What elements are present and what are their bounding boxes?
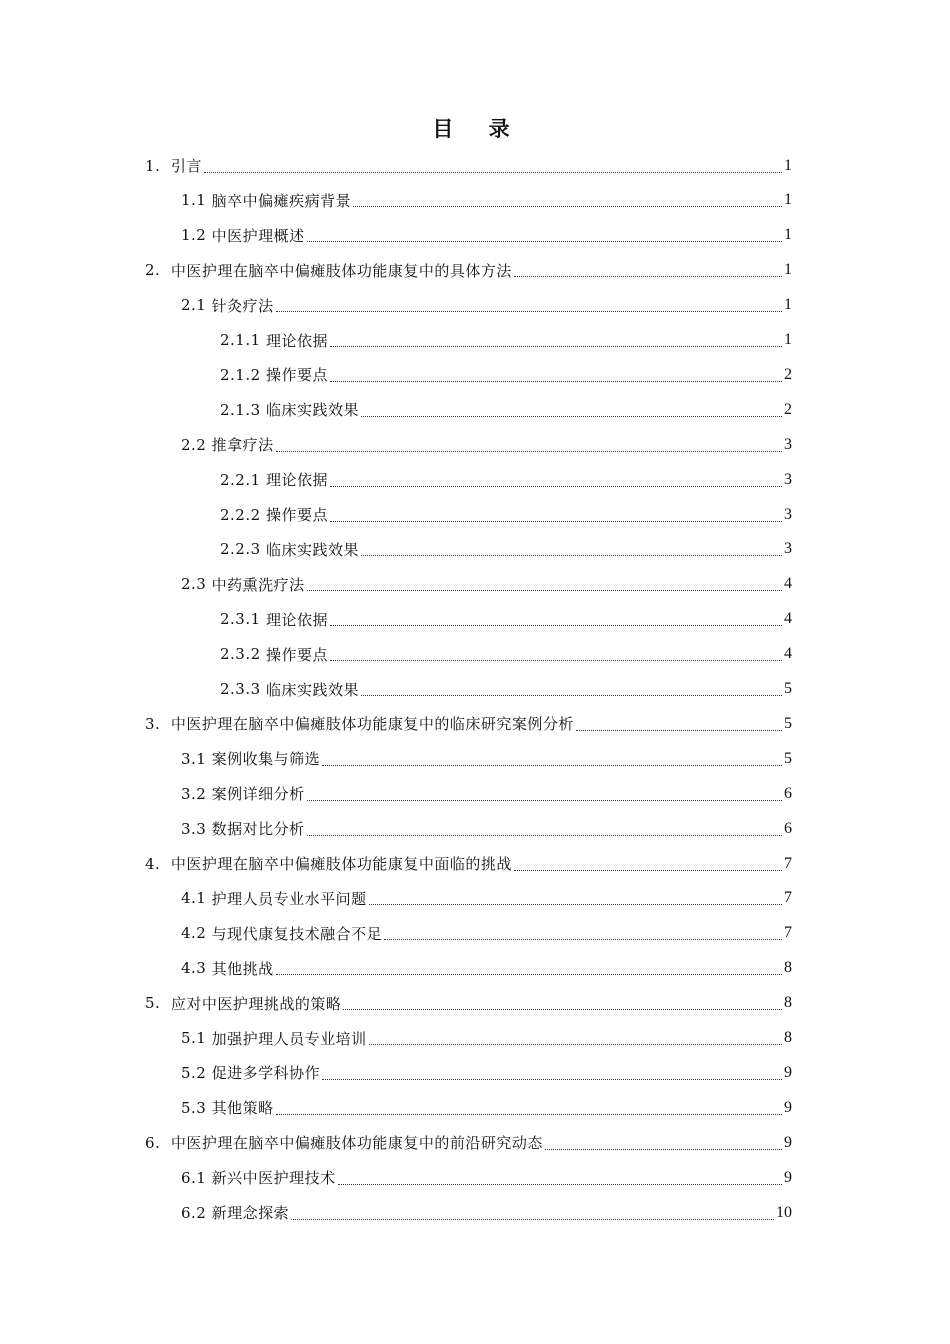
toc-dot-leader (291, 1218, 774, 1220)
toc-entry-label: 促进多学科协作 (211, 1064, 321, 1083)
toc-entry-number: 2.2.3 (220, 540, 266, 559)
toc-entry-label: 操作要点 (265, 366, 328, 385)
toc-entry-number: 1. (145, 156, 171, 175)
toc-entry[interactable] (145, 846, 792, 881)
toc-entry[interactable] (181, 951, 792, 986)
toc-entry[interactable] (181, 741, 792, 776)
toc-entry[interactable] (145, 986, 792, 1021)
toc-entry-number: 3. (145, 714, 171, 733)
toc-entry-label: 中医护理在脑卒中偏瘫肢体功能康复中的临床研究案例分析 (170, 715, 574, 734)
toc-entry-number: 2. (145, 261, 171, 280)
toc-entry-label: 新理念探索 (211, 1204, 290, 1222)
toc-entry-page-number: 1 (784, 226, 792, 244)
toc-entry-label: 案例收集与筛选 (211, 750, 321, 769)
toc-dot-leader (330, 380, 782, 382)
toc-entry[interactable] (181, 567, 792, 602)
toc-dot-leader (514, 275, 782, 277)
toc-entry-page-number: 1 (784, 156, 792, 174)
toc-entry[interactable] (181, 916, 792, 951)
toc-dot-leader (576, 729, 782, 731)
toc-entry-page-number: 8 (784, 1029, 792, 1046)
toc-entry-number: 2.1.3 (220, 400, 266, 419)
toc-entry[interactable] (220, 462, 792, 497)
toc-entry-page-number: 9 (784, 1098, 792, 1116)
toc-dot-leader (322, 1078, 782, 1080)
toc-entry-label: 操作要点 (265, 506, 328, 524)
toc-entry-page-number: 9 (784, 1063, 792, 1081)
toc-dot-leader (276, 450, 782, 452)
toc-entry-number: 4.2 (181, 924, 212, 943)
toc-entry[interactable] (220, 392, 792, 427)
toc-entry-label: 中医护理在脑卒中偏瘫肢体功能康复中的前沿研究动态 (170, 1134, 543, 1153)
toc-entry-page-number: 3 (784, 435, 792, 453)
toc-entry-label: 与现代康复技术融合不足 (211, 924, 383, 943)
toc-entry[interactable] (220, 323, 792, 358)
toc-dot-leader (361, 415, 782, 417)
toc-dot-leader (276, 973, 782, 975)
toc-entry-number: 2.1.1 (220, 331, 266, 349)
toc-entry[interactable] (181, 1195, 792, 1230)
toc-entry-page-number: 6 (784, 819, 792, 837)
toc-dot-leader (330, 345, 782, 347)
toc-entry[interactable] (220, 357, 792, 392)
toc-entry-label: 数据对比分析 (211, 820, 305, 839)
toc-entry-page-number: 4 (784, 645, 792, 663)
toc-entry-label: 临床实践效果 (265, 540, 359, 559)
toc-entry-number: 2.3.2 (220, 645, 266, 664)
toc-entry-label: 理论依据 (265, 610, 328, 629)
toc-dot-leader (369, 1043, 782, 1045)
toc-dot-leader (545, 1148, 782, 1150)
toc-entry[interactable] (145, 148, 792, 183)
toc-entry-page-number: 7 (784, 854, 792, 872)
toc-entry-page-number: 4 (784, 575, 792, 593)
toc-entry-page-number: 9 (784, 1133, 792, 1151)
toc-dot-leader (361, 694, 782, 696)
toc-entry-label: 推拿疗法 (211, 436, 274, 455)
toc-entry[interactable] (181, 776, 792, 811)
toc-entry-page-number: 2 (784, 400, 792, 418)
toc-dot-leader (384, 938, 782, 940)
toc-entry[interactable] (181, 183, 792, 218)
toc-entry-page-number: 3 (784, 540, 792, 558)
toc-entry-label: 针灸疗法 (211, 296, 274, 315)
toc-entry-page-number: 3 (784, 505, 792, 523)
toc-entry-number: 3.3 (181, 819, 212, 838)
toc-entry-label: 中医护理概述 (211, 226, 305, 245)
toc-entry-page-number: 8 (784, 959, 792, 977)
toc-entry-page-number: 1 (784, 331, 792, 348)
toc-entry-label: 中医护理在脑卒中偏瘫肢体功能康复中的具体方法 (170, 261, 512, 280)
toc-entry-label: 案例详细分析 (211, 785, 305, 804)
toc-entry-page-number: 1 (784, 296, 792, 314)
toc-dot-leader (330, 659, 782, 661)
toc-entry-number: 4.3 (181, 959, 212, 978)
toc-entry-number: 2.3.3 (220, 680, 266, 698)
toc-entry-number: 5.2 (181, 1063, 212, 1082)
toc-entry-number: 4. (145, 854, 171, 873)
toc-entry-label: 临床实践效果 (265, 401, 359, 420)
toc-entry[interactable] (145, 253, 792, 288)
toc-entry-page-number: 7 (784, 889, 792, 907)
toc-entry[interactable] (145, 706, 792, 741)
toc-entry-number: 6. (145, 1133, 171, 1152)
toc-entry[interactable] (181, 1021, 792, 1056)
toc-entry-page-number: 8 (784, 994, 792, 1012)
toc-title: 目 录 (432, 117, 524, 141)
toc-entry-number: 2.3 (181, 575, 212, 594)
toc-entry[interactable] (220, 602, 792, 637)
toc-dot-leader (514, 869, 782, 871)
toc-dot-leader (276, 1113, 782, 1115)
toc-entry-label: 操作要点 (265, 645, 328, 664)
toc-entry-number: 3.2 (181, 784, 212, 803)
toc-entry-page-number: 5 (784, 714, 792, 732)
toc-dot-leader (330, 624, 782, 626)
toc-entry-page-number: 3 (784, 470, 792, 488)
toc-entry[interactable] (220, 532, 792, 567)
toc-entry[interactable] (181, 1090, 792, 1125)
toc-entry[interactable] (181, 811, 792, 846)
toc-entry[interactable] (181, 1055, 792, 1090)
toc-entry-label: 引言 (170, 157, 202, 175)
toc-entry-number: 5. (145, 994, 171, 1013)
toc-dot-leader (369, 903, 782, 905)
toc-entry-page-number: 10 (776, 1203, 792, 1221)
toc-entry-label: 护理人员专业水平问题 (211, 889, 367, 908)
toc-dot-leader (353, 205, 782, 207)
toc-entry-label: 应对中医护理挑战的策略 (170, 994, 342, 1013)
toc-dot-leader (361, 554, 782, 556)
toc-entry-page-number: 2 (784, 365, 792, 383)
toc-entry[interactable] (181, 427, 792, 462)
toc-entry-label: 脑卒中偏瘫疾病背景 (211, 191, 352, 210)
toc-dot-leader (307, 589, 782, 591)
toc-entry[interactable] (220, 637, 792, 672)
toc-entry-number: 2.2 (181, 435, 212, 454)
toc-entry-label: 其他策略 (211, 1099, 274, 1118)
toc-entry[interactable] (181, 288, 792, 323)
toc-entry-number: 4.1 (181, 889, 212, 908)
toc-dot-leader (307, 240, 782, 242)
toc-entry[interactable] (220, 497, 792, 532)
toc-dot-leader (338, 1183, 782, 1185)
toc-entry-page-number: 6 (784, 784, 792, 802)
toc-entry-label: 加强护理人员专业培训 (211, 1029, 367, 1048)
toc-entry-page-number: 9 (784, 1168, 792, 1186)
toc-dot-leader (307, 799, 782, 801)
toc-dot-leader (330, 520, 782, 522)
toc-entry-number: 5.3 (181, 1098, 212, 1117)
toc-entry-number: 2.1 (181, 296, 212, 315)
toc-entry-page-number: 1 (784, 191, 792, 209)
toc-entry[interactable] (181, 218, 792, 253)
toc-entry-number: 2.1.2 (220, 365, 266, 384)
toc-entry-number: 6.2 (181, 1203, 212, 1222)
toc-entry[interactable] (181, 881, 792, 916)
toc-entry-number: 6.1 (181, 1168, 212, 1187)
toc-dot-leader (276, 310, 782, 312)
toc-entry-page-number: 5 (784, 749, 792, 767)
toc-entry-page-number: 4 (784, 610, 792, 628)
toc-entry[interactable] (220, 672, 792, 707)
toc-entry-page-number: 5 (784, 680, 792, 697)
toc-entry-page-number: 7 (784, 924, 792, 942)
toc-entry-label: 理论依据 (265, 471, 328, 490)
toc-dot-leader (322, 764, 782, 766)
toc-entry-number: 2.2.1 (220, 470, 266, 489)
toc-entry-number: 2.2.2 (220, 505, 266, 524)
toc-entry-label: 新兴中医护理技术 (211, 1169, 336, 1188)
toc-entry-number: 1.2 (181, 226, 212, 245)
toc-dot-leader (204, 171, 782, 173)
toc-entry[interactable] (145, 1125, 792, 1160)
toc-entry-number: 5.1 (181, 1029, 212, 1047)
toc-entry-number: 2.3.1 (220, 610, 266, 629)
toc-dot-leader (330, 485, 782, 487)
toc-entry-label: 临床实践效果 (265, 680, 359, 699)
toc-entry-label: 理论依据 (265, 331, 328, 350)
toc-entry-label: 其他挑战 (211, 959, 274, 978)
toc-entry-page-number: 1 (784, 261, 792, 279)
toc-entry-number: 1.1 (181, 191, 212, 210)
toc-entry-label: 中医护理在脑卒中偏瘫肢体功能康复中面临的挑战 (170, 855, 512, 873)
toc-dot-leader (307, 834, 782, 836)
toc-dot-leader (343, 1008, 782, 1010)
toc-entry-number: 3.1 (181, 749, 212, 768)
toc-entry-label: 中药熏洗疗法 (211, 575, 305, 594)
toc-entry[interactable] (181, 1160, 792, 1195)
